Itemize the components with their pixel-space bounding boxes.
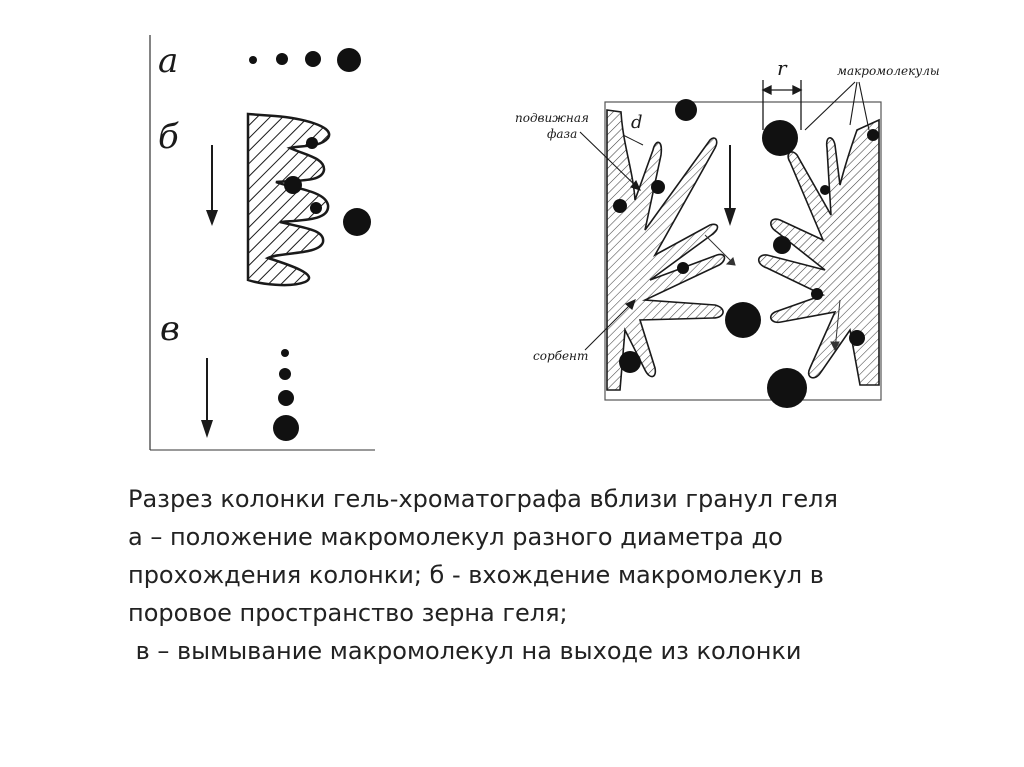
left-schematic (140, 30, 390, 460)
molecule-v-4 (273, 415, 299, 441)
molecule-r-10 (811, 288, 823, 300)
label-mobile-phase-1: подвижная (515, 111, 589, 125)
molecule-a-4 (337, 48, 361, 72)
molecule-r-3 (867, 129, 879, 141)
molecule-v-1 (281, 349, 289, 357)
molecule-r-9 (725, 302, 761, 338)
caption-line-5: в – вымывание макромолекул на выходе из колонки (128, 637, 802, 665)
molecule-r-11 (849, 330, 865, 346)
molecule-r-2 (762, 120, 798, 156)
molecule-r-4 (613, 199, 627, 213)
molecule-v-2 (279, 368, 291, 380)
arrow-down-v (201, 358, 213, 438)
molecule-b-2 (284, 176, 302, 194)
molecule-r-6 (820, 185, 830, 195)
label-macromolecules: макромолекулы (837, 64, 940, 78)
caption-line-1: Разрез колонки гель-хроматографа вблизи гранул геля (128, 485, 838, 513)
molecule-a-3 (305, 51, 321, 67)
label-mobile-phase-2: фаза (547, 127, 578, 141)
caption-line-3: прохождения колонки; б - вхождение макромолекул в (128, 561, 824, 589)
molecule-r-7 (677, 262, 689, 274)
molecule-b-1 (306, 137, 318, 149)
molecule-b-3 (310, 202, 322, 214)
row-v-molecules (273, 349, 299, 441)
molecule-r-13 (767, 368, 807, 408)
molecule-a-2 (276, 53, 288, 65)
row-a-molecules (249, 48, 361, 72)
label-v: в (160, 309, 180, 349)
molecule-a-1 (249, 56, 257, 64)
molecule-v-3 (278, 390, 294, 406)
label-a: а (158, 41, 179, 81)
label-sorbent: сорбент (533, 349, 589, 363)
sorbent-grain-right (759, 120, 879, 385)
molecule-b-4 (343, 208, 371, 236)
label-r: r (777, 56, 787, 80)
flow-arrow (724, 145, 736, 226)
molecule-r-5 (651, 180, 665, 194)
macromolecules-leaders (805, 82, 869, 130)
arrow-down-b (206, 145, 218, 226)
label-d: d (631, 112, 643, 133)
caption-line-2: а – положение макромолекул разного диаметра до (128, 523, 783, 551)
sorbent-grain-left (607, 110, 725, 390)
label-b: б (158, 117, 179, 157)
molecule-r-12 (619, 351, 641, 373)
figure-caption (128, 480, 988, 670)
molecule-r-1 (675, 99, 697, 121)
molecule-r-8 (773, 236, 791, 254)
right-schematic (505, 50, 975, 420)
caption-line-4: поровое пространство зерна геля; (128, 599, 568, 627)
